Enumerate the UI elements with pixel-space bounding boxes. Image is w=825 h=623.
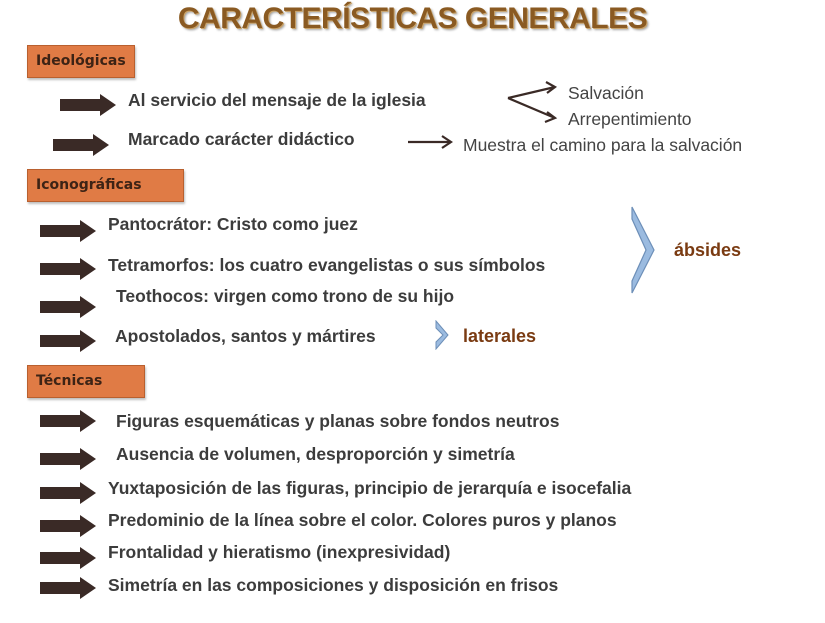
- small-chevron-icon: [434, 320, 450, 350]
- bullet-arrow-icon: [40, 410, 96, 432]
- bullet-arrow-icon: [60, 94, 116, 116]
- tecnicas-item-2: Ausencia de volumen, desproporción y simetría: [116, 444, 515, 464]
- iconograficas-item-4: Apostolados, santos y mártires: [115, 326, 376, 346]
- bullet-arrow-icon: [40, 220, 96, 242]
- fork-arrows-icon: [505, 80, 565, 126]
- bullet-arrow-icon: [40, 448, 96, 470]
- tecnicas-item-6: Simetría en las composiciones y disposición en frisos: [108, 575, 559, 595]
- tecnicas-item-5: Frontalidad y hieratismo (inexpresividad): [108, 542, 451, 562]
- bullet-arrow-icon: [53, 134, 109, 156]
- branch-arrepentimiento: Arrepentimiento: [568, 109, 692, 129]
- section-tag-tecnicas: Técnicas: [27, 365, 145, 398]
- section-tag-ideologicas: Ideológicas: [27, 45, 135, 78]
- result-text: Muestra el camino para la salvación: [463, 135, 743, 155]
- bullet-arrow-icon: [40, 296, 96, 318]
- iconograficas-item-1: Pantocrátor: Cristo como juez: [108, 214, 358, 234]
- ideologicas-item-1: Al servicio del mensaje de la iglesia: [128, 90, 426, 110]
- bullet-arrow-icon: [40, 577, 96, 599]
- bullet-arrow-icon: [40, 330, 96, 352]
- location-laterales: laterales: [463, 326, 537, 346]
- bullet-arrow-icon: [40, 515, 96, 537]
- iconograficas-item-3: Teothocos: virgen como trono de su hijo: [116, 286, 455, 306]
- thin-arrow-icon: [408, 134, 454, 150]
- tecnicas-item-1: Figuras esquemáticas y planas sobre fondos neutros: [116, 411, 560, 431]
- bullet-arrow-icon: [40, 482, 96, 504]
- iconograficas-item-2: Tetramorfos: los cuatro evangelistas o sus símbolos: [108, 255, 546, 275]
- ideologicas-item-2: Marcado carácter didáctico: [128, 129, 355, 149]
- brace-chevron-icon: [629, 205, 657, 295]
- section-tag-iconograficas: Iconográficas: [27, 169, 184, 202]
- page-title: CARACTERÍSTICAS GENERALES: [177, 2, 648, 35]
- tecnicas-item-3: Yuxtaposición de las figuras, principio de jerarquía e isocefalia: [108, 478, 632, 498]
- branch-salvacion: Salvación: [568, 83, 644, 103]
- location-absides: ábsides: [674, 240, 742, 260]
- bullet-arrow-icon: [40, 547, 96, 569]
- tecnicas-item-4: Predominio de la línea sobre el color. Colores puros y planos: [108, 510, 617, 530]
- bullet-arrow-icon: [40, 258, 96, 280]
